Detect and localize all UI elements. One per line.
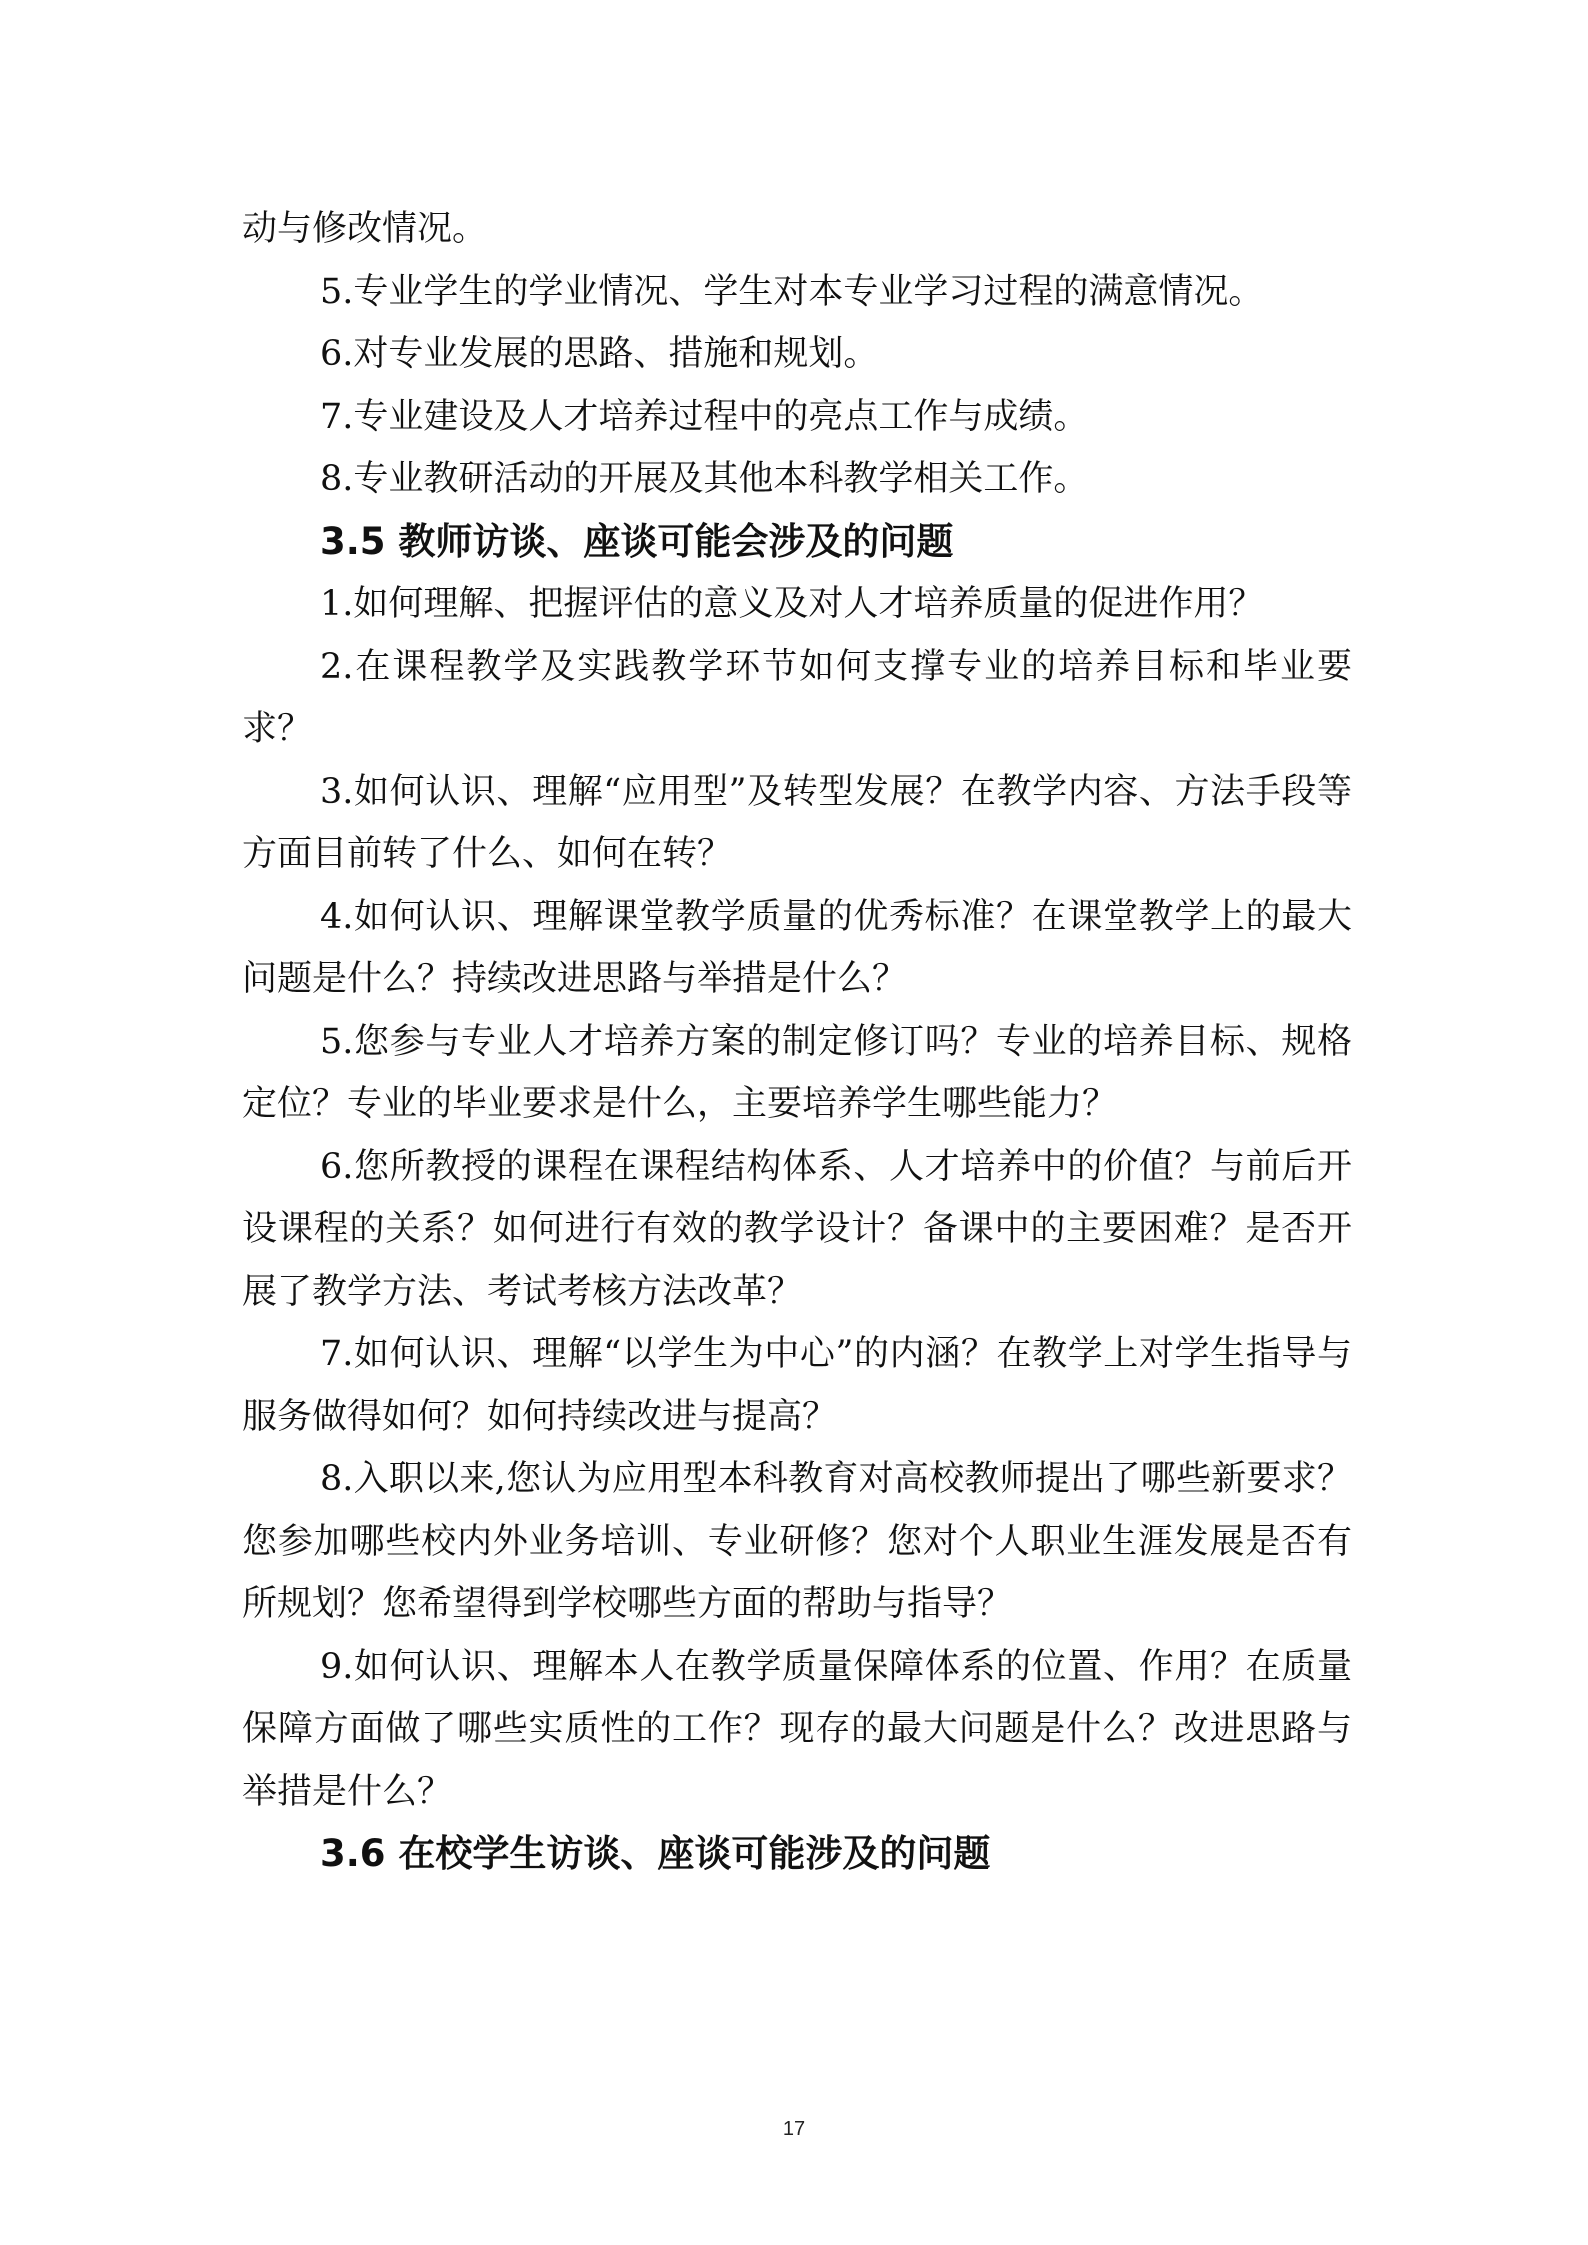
paragraph-item-7: 7.专业建设及人才培养过程中的亮点工作与成绩。 (320, 396, 1089, 437)
section-heading-3-6: 3.6 在校学生访谈、座谈可能涉及的问题 (320, 1832, 991, 1875)
question-1: 1.如何理解、把握评估的意义及对人才培养质量的促进作用？ (320, 584, 1264, 624)
paragraph-continuation: 动与修改情况。 (242, 209, 488, 249)
paragraph-item-5: 5.专业学生的学业情况、学生对本专业学习过程的满意情况。 (320, 271, 1264, 312)
question-3: 3.如何认识、理解“应用型”及转型发展？在教学内容、方法手段等方面目前转了什么、如何在转？ (242, 771, 1352, 874)
question-7: 7.如何认识、理解“以学生为中心”的内涵？在教学上对学生指导与服务做得如何？如何持续改进与提高？ (242, 1334, 1352, 1437)
question-2: 2.在课程教学及实践教学环节如何支撑专业的培养目标和毕业要求？ (242, 646, 1352, 749)
question-4: 4.如何认识、理解课堂教学质量的优秀标准？在课堂教学上的最大问题是什么？持续改进思路与举措是什么？ (242, 896, 1352, 999)
paragraph-item-8: 8.专业教研活动的开展及其他本科教学相关工作。 (320, 459, 1089, 499)
document-body (242, 198, 1352, 1886)
page-number: 17 (782, 2118, 806, 2140)
question-9: 9.如何认识、理解本人在教学质量保障体系的位置、作用？在质量保障方面做了哪些实质性的工作？现存的最大问题是什么？改进思路与举措是什么？ (242, 1646, 1352, 1812)
question-6: 6.您所教授的课程在课程结构体系、人才培养中的价值？与前后开设课程的关系？如何进行有效的教学设计？备课中的主要困难？是否开展了教学方法、考试考核方法改革？ (242, 1146, 1352, 1312)
question-8: 8.入职以来,您认为应用型本科教育对高校教师提出了哪些新要求？您参加哪些校内外业务培训、专业研修？您对个人职业生涯发展是否有所规划？您希望得到学校哪些方面的帮助与指导？ (242, 1459, 1352, 1624)
paragraph-item-6: 6.对专业发展的思路、措施和规划。 (320, 334, 879, 374)
question-5: 5.您参与专业人才培养方案的制定修订吗？专业的培养目标、规格定位？专业的毕业要求是什么，主要培养学生哪些能力？ (242, 1021, 1352, 1124)
section-heading-3-5: 3.5 教师访谈、座谈可能会涉及的问题 (320, 519, 954, 563)
